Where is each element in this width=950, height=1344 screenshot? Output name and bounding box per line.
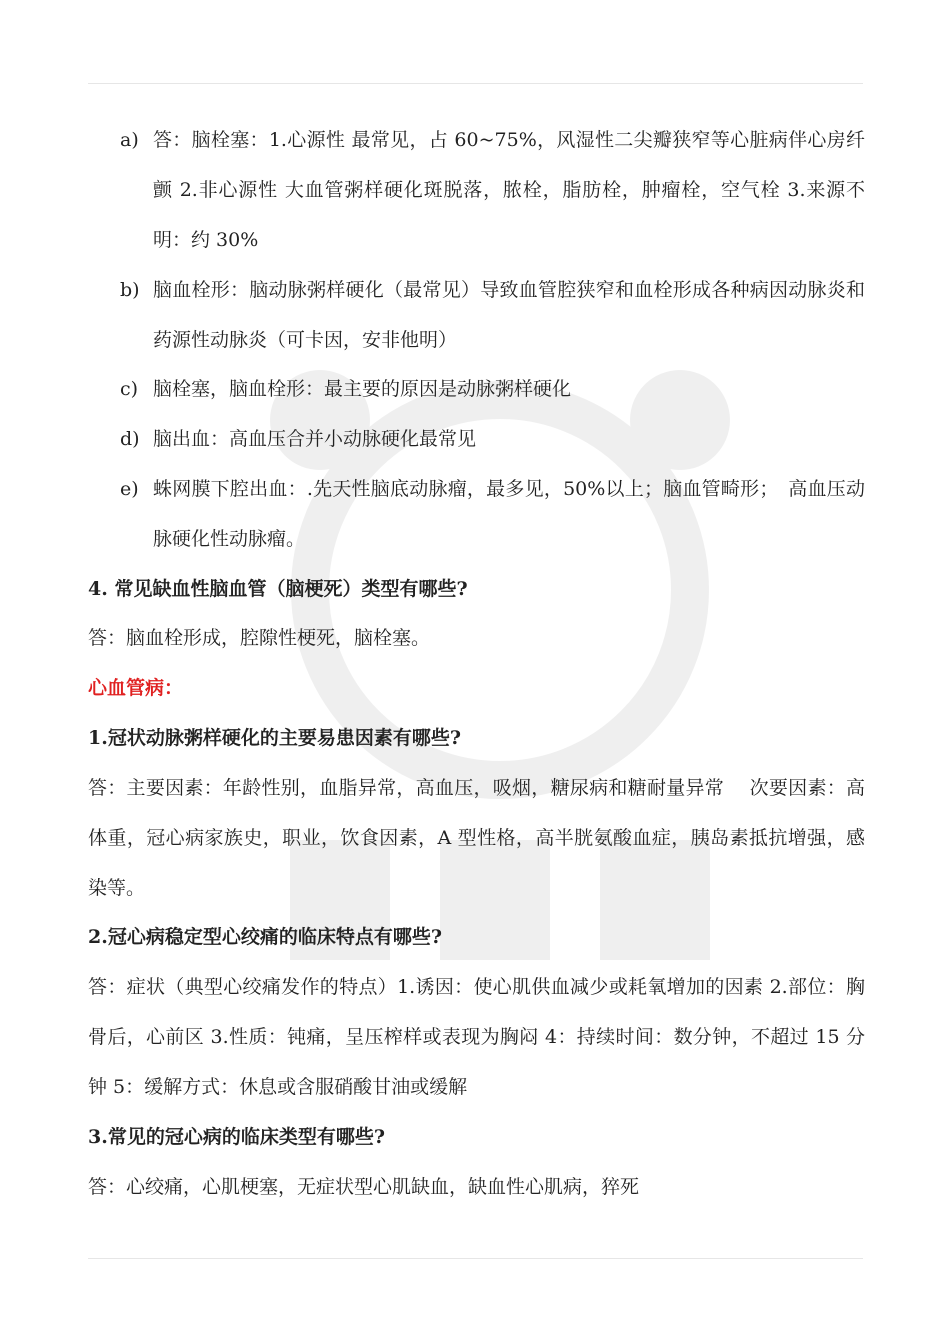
answer-text: 答：心绞痛，心肌梗塞，无症状型心肌缺血，缺血性心肌病，猝死 xyxy=(88,1176,640,1198)
list-marker: d) xyxy=(120,428,140,450)
list-marker: c) xyxy=(120,378,139,400)
answer-text: 答：症状（典型心绞痛发作的特点）1.诱因：使心肌供血减少或耗氧增加的因素 2.部位：胸骨后，心前区 3.性质：钝痛，呈压榨样或表现为胸闷 4：持续时间：数分钟，不超过 15 分钟 5：缓解方式：休息或含服硝酸甘油或缓解 xyxy=(88,976,865,1098)
section-title: 心血管病： xyxy=(88,677,184,699)
list-item-text: 答：脑栓塞：1.心源性 最常见，占 60~75%，风湿性二尖瓣狭窄等心脏病伴心房纤颤 2.非心源性 大血管粥样硬化斑脱落，脓栓，脂肪栓，肿瘤栓，空气栓 3.来源不明：约 30% xyxy=(153,129,865,251)
list-item-text: 蛛网膜下腔出血：.先天性脑底动脉瘤，最多见，50%以上；脑血管畸形； 高血压动脉硬化性动脉瘤。 xyxy=(153,478,865,550)
question-heading: 3.常见的冠心病的临床类型有哪些? xyxy=(88,1126,385,1148)
list-marker: a) xyxy=(120,129,139,151)
answer-text: 答：主要因素：年龄性别，血脂异常，高血压，吸烟，糖尿病和糖耐量异常 次要因素：高体重，冠心病家族史，职业，饮食因素，A 型性格，高半胱氨酸血症，胰岛素抵抗增强，感染等。 xyxy=(88,777,865,899)
bottom-divider xyxy=(88,1258,863,1259)
list-item-c xyxy=(120,374,870,404)
list-item-d xyxy=(120,424,870,454)
list-item-text: 脑血栓形：脑动脉粥样硬化（最常见）导致血管腔狭窄和血栓形成各种病因动脉炎和药源性动脉炎（可卡因，安非他明） xyxy=(153,279,865,351)
list-item-b xyxy=(120,275,870,355)
list-item-e xyxy=(120,474,870,554)
question-heading: 2.冠心病稳定型心绞痛的临床特点有哪些? xyxy=(88,926,442,948)
top-divider xyxy=(88,83,863,84)
list-marker: b) xyxy=(120,279,140,301)
list-item-a xyxy=(120,125,870,255)
answer-text: 答：脑血栓形成，腔隙性梗死，脑栓塞。 xyxy=(88,627,431,649)
question-heading: 1.冠状动脉粥样硬化的主要易患因素有哪些? xyxy=(88,727,461,749)
list-item-text: 脑栓塞，脑血栓形：最主要的原因是动脉粥样硬化 xyxy=(153,378,572,400)
list-item-text: 脑出血：高血压合并小动脉硬化最常见 xyxy=(153,428,477,450)
question-heading: 4. 常见缺血性脑血管（脑梗死）类型有哪些? xyxy=(88,578,468,600)
list-marker: e) xyxy=(120,478,139,500)
